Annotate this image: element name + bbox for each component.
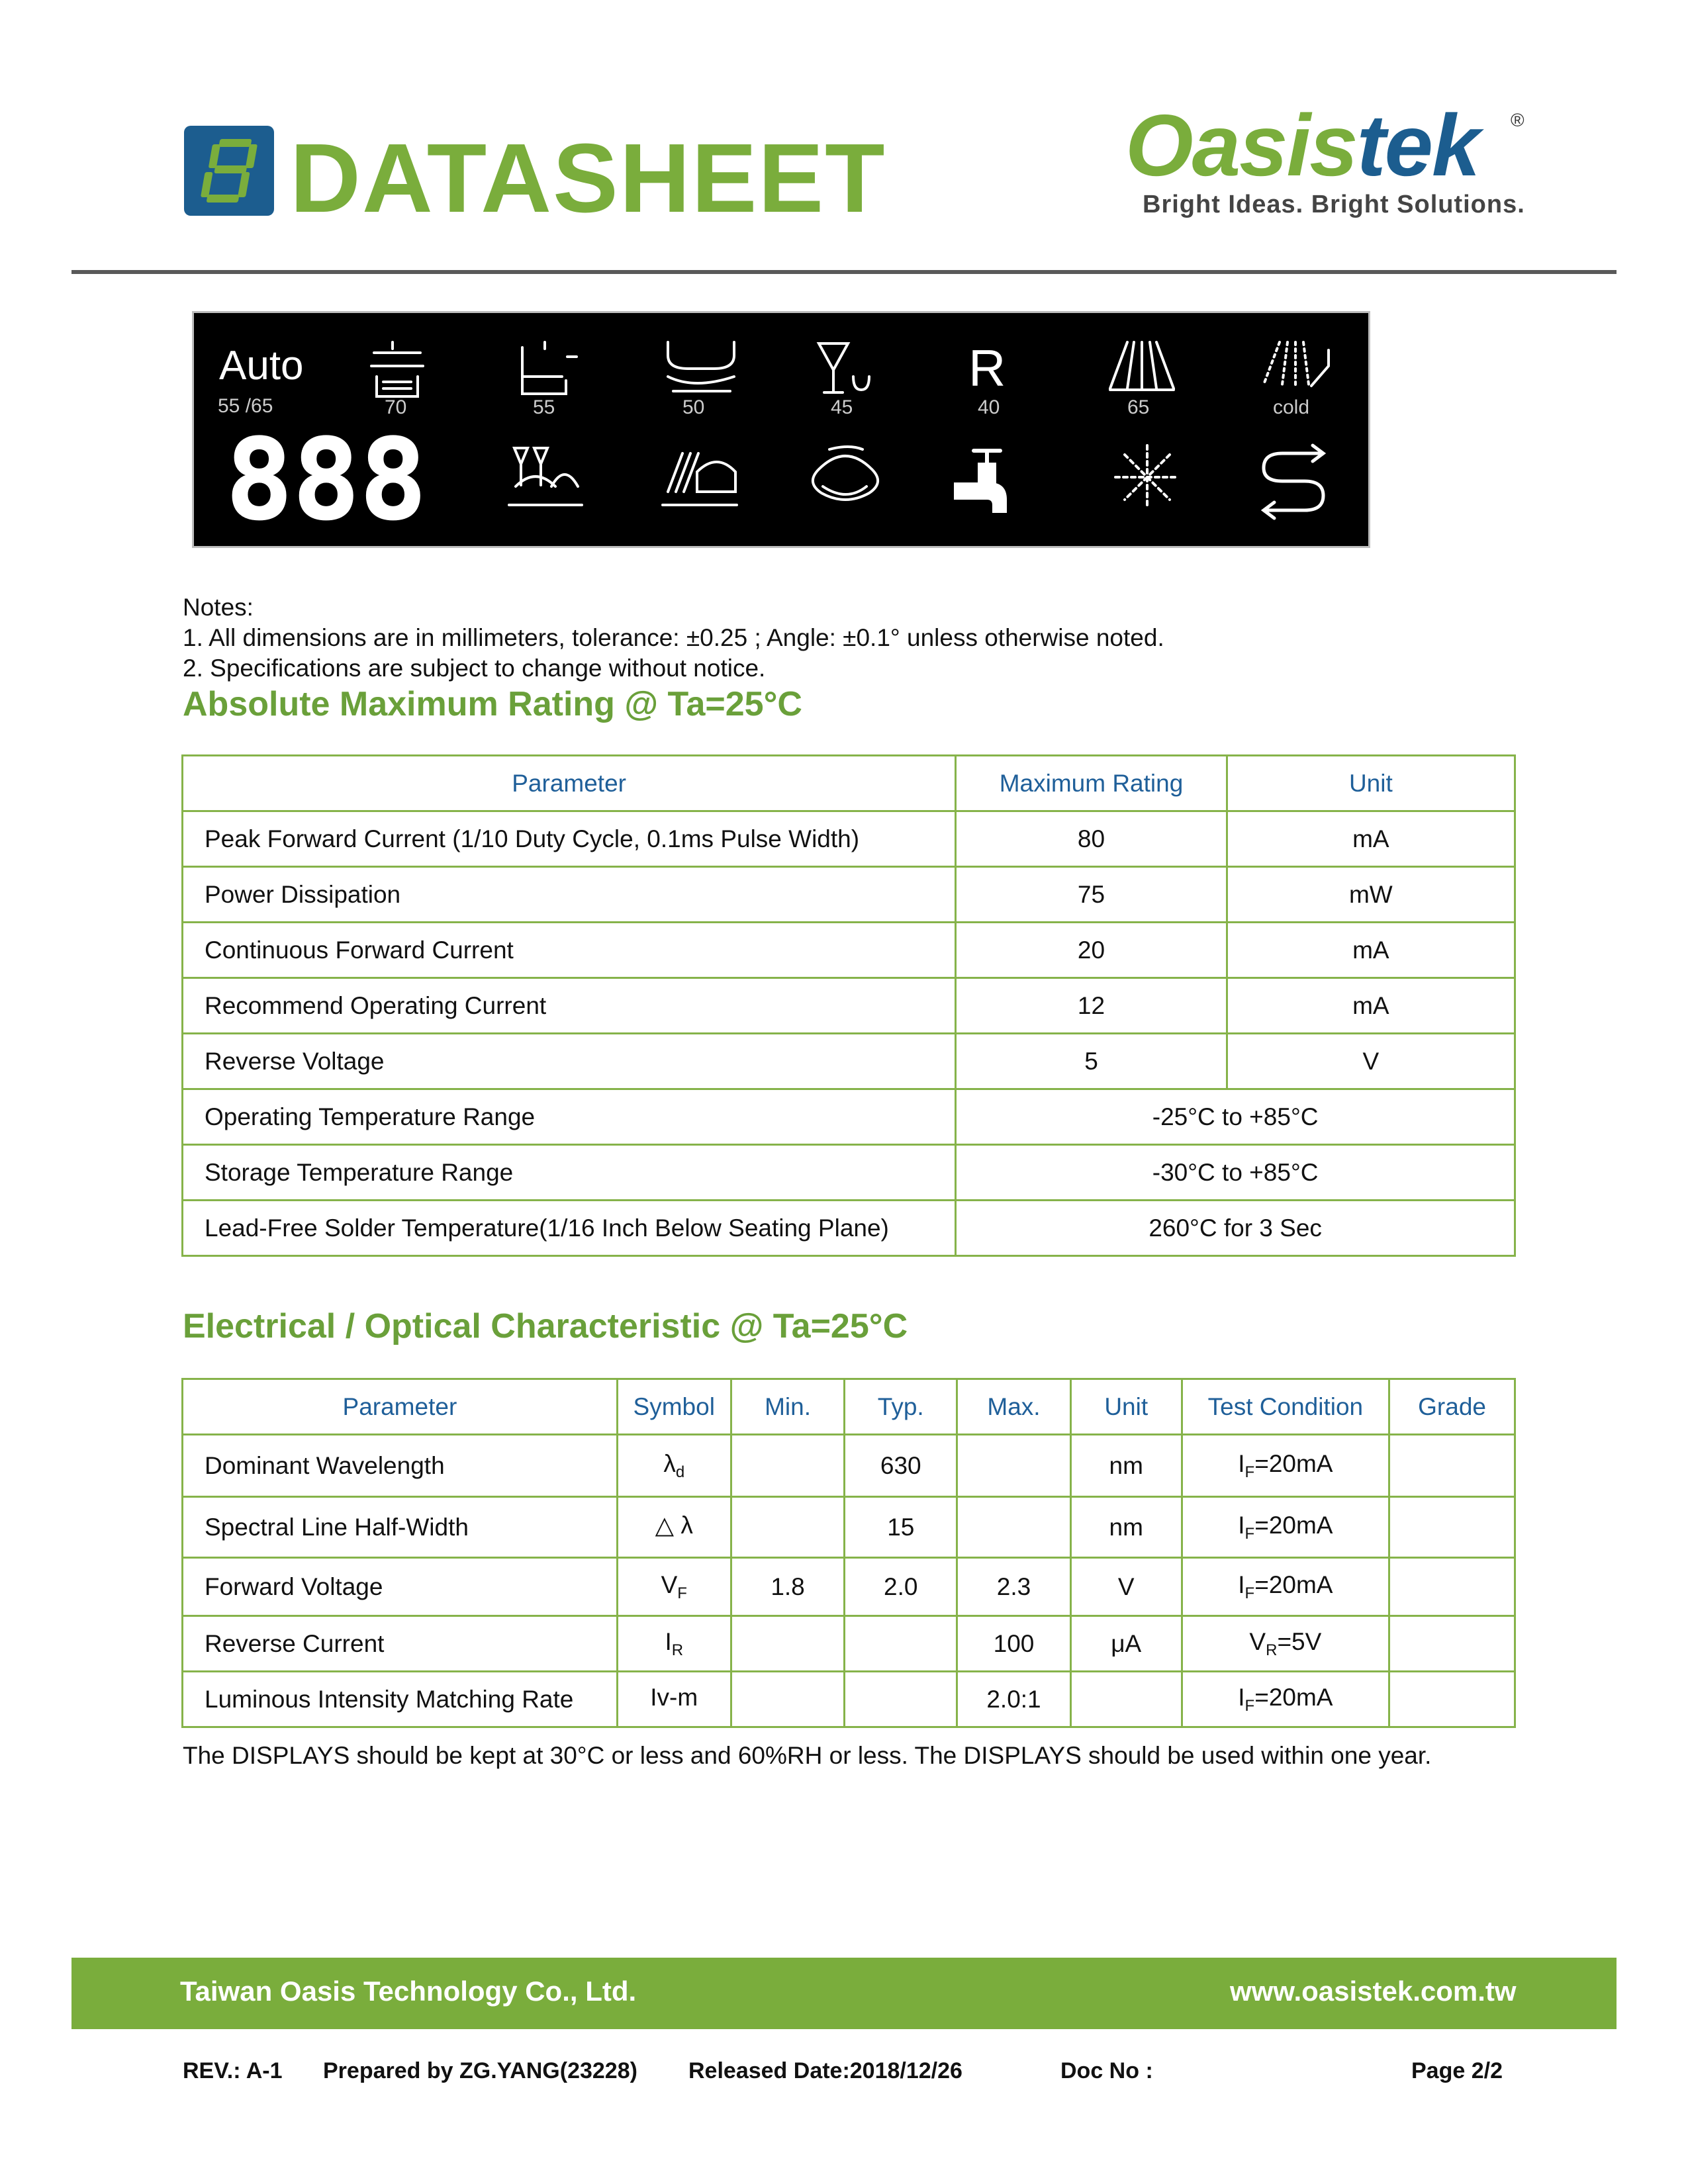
unit-cell: mA — [1227, 978, 1515, 1034]
brand-tagline: Bright Ideas. Bright Solutions. — [1143, 191, 1525, 218]
value-cell: 20 — [956, 923, 1227, 978]
grade-cell — [1389, 1672, 1515, 1727]
table-row — [183, 867, 1515, 923]
display-panel-art — [194, 313, 1368, 546]
pot-temp: 70 — [385, 396, 407, 418]
condition-text: I — [1238, 1683, 1245, 1711]
footer-company: Taiwan Oasis Technology Co., Ltd. — [180, 1976, 637, 2007]
param-cell: Operating Temperature Range — [183, 1089, 956, 1145]
param-cell: Recommend Operating Current — [183, 978, 956, 1034]
max-cell: 2.0:1 — [957, 1672, 1071, 1727]
revision-label: REV.: A-1 — [183, 2058, 283, 2083]
header-cell: Unit — [1070, 1379, 1182, 1435]
pan-icon — [813, 447, 878, 500]
typ-cell: 2.0 — [845, 1558, 957, 1616]
param-cell: Reverse Current — [183, 1616, 618, 1672]
min-cell: 1.8 — [731, 1558, 845, 1616]
unit-cell: μA — [1070, 1616, 1182, 1672]
value-cell: 5 — [956, 1034, 1227, 1089]
unit-cell: V — [1227, 1034, 1515, 1089]
param-cell: Power Dissipation — [183, 867, 956, 923]
condition-value: =5V — [1277, 1627, 1322, 1655]
glasses-icon — [509, 448, 582, 505]
brand-name-part1: Oasis — [1125, 97, 1357, 194]
typ-cell — [845, 1672, 957, 1727]
condition-subscript: F — [1244, 1463, 1255, 1481]
table-row — [183, 1497, 1515, 1558]
table-row — [183, 1435, 1515, 1497]
condition-subscript: F — [1244, 1696, 1255, 1715]
value-cell: 12 — [956, 978, 1227, 1034]
condition-cell — [1182, 1435, 1389, 1497]
param-cell: Dominant Wavelength — [183, 1435, 618, 1497]
typ-cell: 630 — [845, 1435, 957, 1497]
grade-cell — [1389, 1616, 1515, 1672]
table-row — [183, 811, 1515, 867]
storage-note: The DISPLAYS should be kept at 30°C or less and 60%RH or less. The DISPLAYS should be used within one year. — [183, 1742, 1432, 1769]
header-cell: Max. — [957, 1379, 1071, 1435]
grade-cell — [1389, 1558, 1515, 1616]
sparkle-icon — [1115, 445, 1179, 509]
bowl-icon — [668, 342, 734, 391]
range-cell: -30°C to +85°C — [956, 1145, 1515, 1201]
table-row — [183, 978, 1515, 1034]
symbol-cell — [617, 1558, 731, 1616]
symbol-subscript: d — [675, 1463, 685, 1481]
bowl-temp: 50 — [682, 396, 705, 418]
glass-temp: 45 — [831, 396, 853, 418]
header-cell: Min. — [731, 1379, 845, 1435]
condition-text: I — [1238, 1570, 1245, 1598]
header-cell: Parameter — [183, 1379, 618, 1435]
prepared-by: Prepared by ZG.YANG(23228) — [323, 2058, 637, 2083]
condition-subscript: F — [1244, 1524, 1255, 1543]
released-date: Released Date:2018/12/26 — [688, 2058, 962, 2083]
brand-name-part2: tek — [1356, 97, 1479, 194]
condition-value: =20mA — [1254, 1683, 1333, 1711]
param-cell: Forward Voltage — [183, 1558, 618, 1616]
table-header-row — [183, 756, 1515, 811]
note-item: 1. All dimensions are in millimeters, tolerance: ±0.25 ; Angle: ±0.1° unless otherwise noted. — [183, 624, 1164, 651]
cycle-arrow-icon — [1264, 445, 1323, 518]
table-row — [183, 1558, 1515, 1616]
condition-value: =20mA — [1254, 1511, 1333, 1539]
max-cell — [957, 1497, 1071, 1558]
registered-mark: ® — [1511, 110, 1524, 130]
notes-block — [183, 592, 1164, 684]
auto-icon: Auto — [219, 343, 304, 388]
display-panel — [192, 311, 1370, 548]
table-row — [183, 923, 1515, 978]
table-row — [183, 1145, 1515, 1201]
header-cell: Typ. — [845, 1379, 957, 1435]
seven-segment-display: 888 — [226, 415, 427, 545]
param-cell: Peak Forward Current (1/10 Duty Cycle, 0.1ms Pulse Width) — [183, 811, 956, 867]
min-cell — [731, 1435, 845, 1497]
absolute-max-heading: Absolute Maximum Rating @ Ta=25°C — [183, 685, 802, 723]
max-cell: 100 — [957, 1616, 1071, 1672]
param-cell: Luminous Intensity Matching Rate — [183, 1672, 618, 1727]
symbol-text: λ — [663, 1449, 676, 1477]
unit-cell — [1070, 1672, 1182, 1727]
note-item: 2. Specifications are subject to change without notice. — [183, 655, 766, 682]
notes-title: Notes: — [183, 594, 254, 621]
min-cell — [731, 1616, 845, 1672]
table-row — [183, 1089, 1515, 1145]
param-cell: Storage Temperature Range — [183, 1145, 956, 1201]
header-divider — [71, 270, 1617, 274]
rinse-r-icon: R — [968, 339, 1006, 397]
condition-cell — [1182, 1672, 1389, 1727]
table-row — [183, 1201, 1515, 1256]
symbol-cell — [617, 1497, 731, 1558]
table-row — [183, 1672, 1515, 1727]
symbol-cell — [617, 1435, 731, 1497]
condition-value: =20mA — [1254, 1570, 1333, 1598]
symbol-subscript: R — [671, 1641, 684, 1659]
param-cell: Continuous Forward Current — [183, 923, 956, 978]
symbol-subscript: F — [677, 1584, 687, 1602]
value-cell: 75 — [956, 867, 1227, 923]
footer-website-link[interactable]: www.oasistek.com.tw — [1230, 1976, 1517, 2007]
condition-cell — [1182, 1616, 1389, 1672]
electrical-table — [181, 1378, 1516, 1728]
doc-number: Doc No : — [1060, 2058, 1153, 2083]
faucet-icon — [955, 451, 1006, 512]
value-cell: 80 — [956, 811, 1227, 867]
symbol-text: I — [665, 1627, 672, 1655]
basin-icon — [522, 342, 577, 394]
cold-spray-arm — [1311, 350, 1329, 386]
dishes-icon — [663, 453, 737, 505]
condition-text: V — [1249, 1627, 1266, 1655]
datasheet-logo-icon — [184, 126, 274, 216]
param-cell: Spectral Line Half-Width — [183, 1497, 618, 1558]
unit-cell: V — [1070, 1558, 1182, 1616]
absolute-max-table — [181, 754, 1516, 1257]
header-cell: Symbol — [617, 1379, 731, 1435]
range-cell: 260°C for 3 Sec — [956, 1201, 1515, 1256]
spray-icon — [1110, 342, 1174, 390]
typ-cell: 15 — [845, 1497, 957, 1558]
basin-temp: 55 — [533, 396, 555, 418]
cold-temp: cold — [1273, 396, 1310, 418]
glass-icon — [819, 343, 869, 392]
header-cell: Maximum Rating — [956, 756, 1227, 811]
electrical-heading: Electrical / Optical Characteristic @ Ta=25°C — [183, 1307, 908, 1345]
condition-subscript: F — [1244, 1584, 1255, 1602]
grade-cell — [1389, 1435, 1515, 1497]
condition-text: I — [1238, 1449, 1245, 1477]
condition-cell — [1182, 1558, 1389, 1616]
typ-cell — [845, 1616, 957, 1672]
symbol-cell — [617, 1672, 731, 1727]
param-cell: Reverse Voltage — [183, 1034, 956, 1089]
max-cell: 2.3 — [957, 1558, 1071, 1616]
condition-cell — [1182, 1497, 1389, 1558]
auto-temp: 55 /65 — [218, 395, 273, 417]
condition-text: I — [1238, 1511, 1245, 1539]
header-cell: Unit — [1227, 756, 1515, 811]
pot-icon — [371, 342, 423, 396]
brand-logo — [1125, 99, 1479, 192]
header-cell: Test Condition — [1182, 1379, 1389, 1435]
max-cell — [957, 1435, 1071, 1497]
page-number: Page 2/2 — [1411, 2058, 1503, 2083]
table-row — [183, 1616, 1515, 1672]
symbol-text: V — [661, 1570, 678, 1598]
unit-cell: mA — [1227, 923, 1515, 978]
symbol-text: Iv-m — [650, 1683, 698, 1711]
table-header-row — [183, 1379, 1515, 1435]
header-cell: Parameter — [183, 756, 956, 811]
symbol-text: △ λ — [655, 1512, 693, 1539]
unit-cell: mW — [1227, 867, 1515, 923]
min-cell — [731, 1672, 845, 1727]
symbol-cell — [617, 1616, 731, 1672]
rinse-temp: 40 — [978, 396, 1000, 418]
range-cell: -25°C to +85°C — [956, 1089, 1515, 1145]
condition-subscript: R — [1266, 1641, 1278, 1659]
cold-spray-icon — [1264, 342, 1309, 385]
param-cell: Lead-Free Solder Temperature(1/16 Inch Below Seating Plane) — [183, 1201, 956, 1256]
page-title: DATASHEET — [290, 124, 886, 233]
unit-cell: nm — [1070, 1497, 1182, 1558]
grade-cell — [1389, 1497, 1515, 1558]
condition-value: =20mA — [1254, 1449, 1333, 1477]
unit-cell: nm — [1070, 1435, 1182, 1497]
spray-temp: 65 — [1127, 396, 1150, 418]
unit-cell: mA — [1227, 811, 1515, 867]
min-cell — [731, 1497, 845, 1558]
header-cell: Grade — [1389, 1379, 1515, 1435]
table-row — [183, 1034, 1515, 1089]
